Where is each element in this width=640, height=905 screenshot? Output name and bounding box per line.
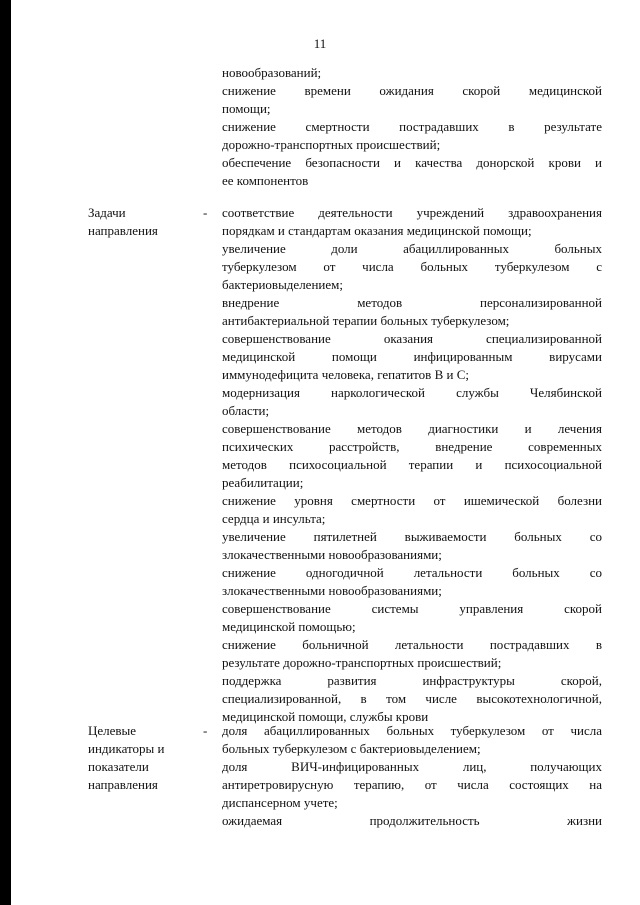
text-line: модернизация наркологической службы Челябинской xyxy=(222,385,602,400)
text-line: диспансерном учете; xyxy=(222,795,338,810)
text-line: снижение одногодичной летальности больных со xyxy=(222,565,602,580)
text-line: доля ВИЧ-инфицированных лиц, получающих xyxy=(222,759,602,774)
text-line: поддержка развития инфраструктуры скорой, xyxy=(222,673,602,688)
text-line: бактериовыделением; xyxy=(222,277,343,292)
text-line: результате дорожно-транспортных происшествий; xyxy=(222,655,502,670)
text-line: медицинской помощи, службы крови xyxy=(222,709,429,724)
text-line: увеличение пятилетней выживаемости больных со xyxy=(222,529,602,544)
text-line: увеличение доли абациллированных больных xyxy=(222,241,602,256)
text-line: больных туберкулезом с бактериовыделением; xyxy=(222,741,481,756)
section-dash: - xyxy=(203,205,208,220)
text-line: снижение больничной летальности пострадавших в xyxy=(222,637,602,652)
text-line: новообразований; xyxy=(222,65,322,80)
text-line: ее компонентов xyxy=(222,173,309,188)
text-line: психических расстройств, внедрение современных xyxy=(222,439,602,454)
text-line: туберкулезом от числа больных туберкулезом с xyxy=(222,259,602,274)
text-line: реабилитации; xyxy=(222,475,304,490)
text-line: злокачественными новообразованиями; xyxy=(222,583,442,598)
text-line: специализированной, в том числе высокотехнологичной, xyxy=(222,691,602,706)
text-line: снижение уровня смертности от ишемической болезни xyxy=(222,493,602,508)
text-line: внедрение методов персонализированной xyxy=(222,295,602,310)
section-dash: - xyxy=(203,723,208,738)
scan-edge-bar xyxy=(0,0,11,905)
text-line: снижение смертности пострадавших в результате xyxy=(222,119,602,134)
text-line: иммунодефицита человека, гепатитов В и С; xyxy=(222,367,469,382)
text-line: области; xyxy=(222,403,270,418)
text-line: ожидаемая продолжительность жизни xyxy=(222,813,602,828)
section-label: Целевые индикаторы и показатели направления xyxy=(88,723,165,792)
text-line: соответствие деятельности учреждений здравоохранения xyxy=(222,205,602,220)
text-line: антибактериальной терапии больных туберкулезом; xyxy=(222,313,510,328)
text-line: помощи; xyxy=(222,101,271,116)
continuation-text xyxy=(222,64,602,190)
text-line: совершенствование оказания специализированной xyxy=(222,331,602,346)
text-line: совершенствование системы управления скорой xyxy=(222,601,602,616)
indicators-text xyxy=(222,722,602,830)
text-line: сердца и инсульта; xyxy=(222,511,326,526)
text-line: дорожно-транспортных происшествий; xyxy=(222,137,441,152)
text-line: медицинской помощи инфицированным вирусами xyxy=(222,349,602,364)
section-label: Задачи направления xyxy=(88,205,158,238)
tasks-text xyxy=(222,204,602,726)
text-line: антиретровирусную терапию, от числа состоящих на xyxy=(222,777,602,792)
text-line: снижение времени ожидания скорой медицинской xyxy=(222,83,602,98)
page-number: 11 xyxy=(313,36,327,51)
text-line: медицинской помощью; xyxy=(222,619,356,634)
text-line: порядкам и стандартам оказания медицинской помощи; xyxy=(222,223,532,238)
text-line: методов психосоциальной терапии и психосоциальной xyxy=(222,457,602,472)
text-line: злокачественными новообразованиями; xyxy=(222,547,442,562)
text-line: обеспечение безопасности и качества донорской крови и xyxy=(222,155,602,170)
text-line: доля абациллированных больных туберкулезом от числа xyxy=(222,723,602,738)
text-line: совершенствование методов диагностики и лечения xyxy=(222,421,602,436)
